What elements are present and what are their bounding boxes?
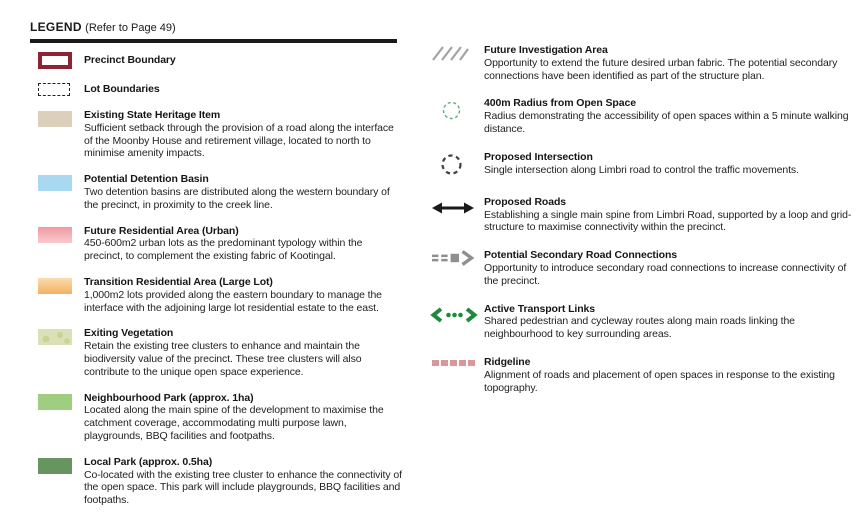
legend-key [430, 356, 484, 394]
legend-item-precinct-boundary [30, 52, 402, 69]
legend-item-label: Existing State Heritage Item [84, 109, 221, 121]
legend-item-description: Retain the existing tree clusters to enhance and maintain the biodiversity value of the precinct. These tree clusters will also contribute to the unique open space experience. [84, 340, 362, 378]
legend-column-right [430, 44, 858, 409]
double-arrow-icon [432, 201, 484, 220]
legend-item-text [84, 456, 402, 507]
legend-item-ridgeline [430, 356, 858, 394]
legend-item-lot-boundaries [30, 82, 402, 96]
legend-item-neighbourhood-park [30, 392, 402, 443]
legend-item-description: Located along the main spine of the development to maximise the catchment coverage, accommodating multi purpose lawn, playgrounds, BBQ facilities and footpaths. [84, 404, 384, 442]
legend-item-label: Precinct Boundary [84, 54, 176, 67]
legend-item-description: Two detention basins are distributed along the western boundary of the precinct, in proximity to the creek line. [84, 185, 390, 211]
legend-key [430, 249, 484, 287]
legend-header [30, 20, 176, 34]
ridgeline-dash [450, 360, 457, 366]
legend-item-label: Transition Residential Area (Large Lot) [84, 275, 273, 288]
legend-item-label: 400m Radius from Open Space [484, 97, 636, 110]
legend-key [430, 196, 484, 234]
legend-item-text [84, 52, 402, 69]
legend-item-text [84, 82, 402, 96]
dashed-arrow-icon [432, 250, 484, 271]
detention-basin-swatch-icon [38, 175, 72, 191]
legend-item-future-residential-urban [30, 225, 402, 263]
legend-item-description: Alignment of roads and placement of open spaces in response to the existing topography. [484, 368, 835, 394]
legend-key [430, 97, 484, 135]
legend-item-potential-secondary-road-connections [430, 249, 858, 287]
legend-item-description: Shared pedestrian and cycleway routes along main roads linking the neighbourhood to key surrounding areas. [484, 315, 795, 341]
legend-item-description: Co-located with the existing tree cluster to enhance the connectivity of the open space. This park will include playgrounds, BBQ facilities and footpaths. [84, 468, 402, 507]
legend-item-description: Radius demonstrating the accessibility of open spaces within a 5 minute walking distance. [484, 110, 849, 135]
legend-item-label: Proposed Intersection [484, 150, 593, 163]
legend-item-label: Future Residential Area (Urban) [84, 224, 239, 237]
legend-item-text [84, 109, 402, 160]
legend-key [30, 173, 84, 211]
legend-item-text [84, 225, 402, 263]
legend-item-description: 450-600m2 urban lots as the predominant typology within the precinct, to complement the existing fabric of Kootingal. [84, 237, 363, 263]
legend-item-text [484, 249, 858, 287]
ridgeline-dash [459, 360, 466, 366]
legend-item-future-investigation-area [430, 44, 858, 82]
legend-item-text [484, 97, 858, 135]
legend-item-proposed-roads [430, 196, 858, 234]
legend-item-label: Potential Secondary Road Connections [484, 249, 678, 262]
legend-item-text [484, 151, 858, 181]
dashed-circle-dark-icon [440, 153, 484, 181]
legend-item-transition-residential-large-lot [30, 276, 402, 314]
legend-key [30, 52, 84, 69]
legend-item-potential-detention-basin [30, 173, 402, 211]
legend-item-label: Potential Detention Basin [84, 173, 209, 186]
legend-key [30, 456, 84, 507]
ridgeline-dash [441, 360, 448, 366]
legend-item-label: Exiting Vegetation [84, 327, 174, 340]
neighbourhood-park-swatch-icon [38, 394, 72, 410]
vegetation-swatch-icon [38, 329, 72, 345]
legend-item-radius-400m-open-space [430, 97, 858, 135]
legend-item-description: Single intersection along Limbri road to control the traffic movements. [484, 163, 799, 176]
legend-item-existing-state-heritage-item [30, 109, 402, 160]
legend-item-description: Opportunity to extend the future desired urban fabric. The potential secondary connections have been identified as part of the structure plan. [484, 56, 838, 82]
legend-column-left [30, 52, 402, 520]
legend-key [430, 303, 484, 341]
legend-item-label: Future Investigation Area [484, 44, 608, 56]
legend-item-description: 1,000m2 lots provided along the eastern boundary to manage the interface with the adjoining large lot residential estate to the east. [84, 288, 382, 314]
legend-item-label: Local Park (approx. 0.5ha) [84, 455, 213, 468]
legend-item-text [84, 173, 402, 211]
legend-item-text [484, 356, 858, 394]
legend-item-description: Opportunity to introduce secondary road connections to increase connectivity of the precinct. [484, 261, 847, 287]
precinct-boundary-icon [38, 52, 72, 69]
legend-key [30, 225, 84, 263]
legend-item-text [484, 44, 858, 82]
ridgeline-dash [432, 360, 439, 366]
legend-item-text [84, 327, 402, 378]
legend-item-active-transport-links [430, 303, 858, 341]
legend-title: LEGEND [30, 20, 82, 34]
dotted-double-arrow-icon [430, 307, 484, 328]
lot-boundaries-icon [38, 83, 70, 96]
legend-item-label: Proposed Roads [484, 195, 567, 208]
legend-key [30, 327, 84, 378]
legend-key [430, 151, 484, 181]
legend-key [30, 392, 84, 443]
legend-item-description: Sufficient setback through the provision of a road along the interface of the Moonby House and retirement village, located to north to minimise amenity impacts. [84, 121, 394, 160]
ridgeline-dash [468, 360, 475, 366]
transition-residential-swatch-icon [38, 278, 72, 294]
dash-squares-icon [432, 360, 484, 366]
legend-item-local-park [30, 456, 402, 507]
legend-item-text [84, 276, 402, 314]
legend-key [30, 82, 84, 96]
heritage-swatch-icon [38, 111, 72, 127]
legend-note: (Refer to Page 49) [85, 22, 176, 34]
legend-item-text [84, 392, 402, 443]
legend-item-description: Establishing a single main spine from Limbri Road, supported by a loop and grid-structure to maximise connectivity within the precinct. [484, 208, 852, 234]
legend-item-label: Lot Boundaries [84, 82, 160, 95]
legend-key [30, 109, 84, 160]
legend-item-exiting-vegetation [30, 327, 402, 378]
legend-item-label: Neighbourhood Park (approx. 1ha) [84, 391, 254, 404]
dashed-circle-green-icon [440, 99, 484, 127]
hatch-icon [432, 45, 484, 67]
header-rule [30, 39, 397, 43]
legend-key [430, 44, 484, 82]
future-residential-swatch-icon [38, 227, 72, 243]
legend-item-text [484, 303, 858, 341]
legend-key [30, 276, 84, 314]
legend-item-proposed-intersection [430, 151, 858, 181]
legend-item-label: Ridgeline [484, 355, 531, 368]
local-park-swatch-icon [38, 458, 72, 474]
legend-item-text [484, 196, 858, 234]
legend-item-label: Active Transport Links [484, 302, 595, 315]
